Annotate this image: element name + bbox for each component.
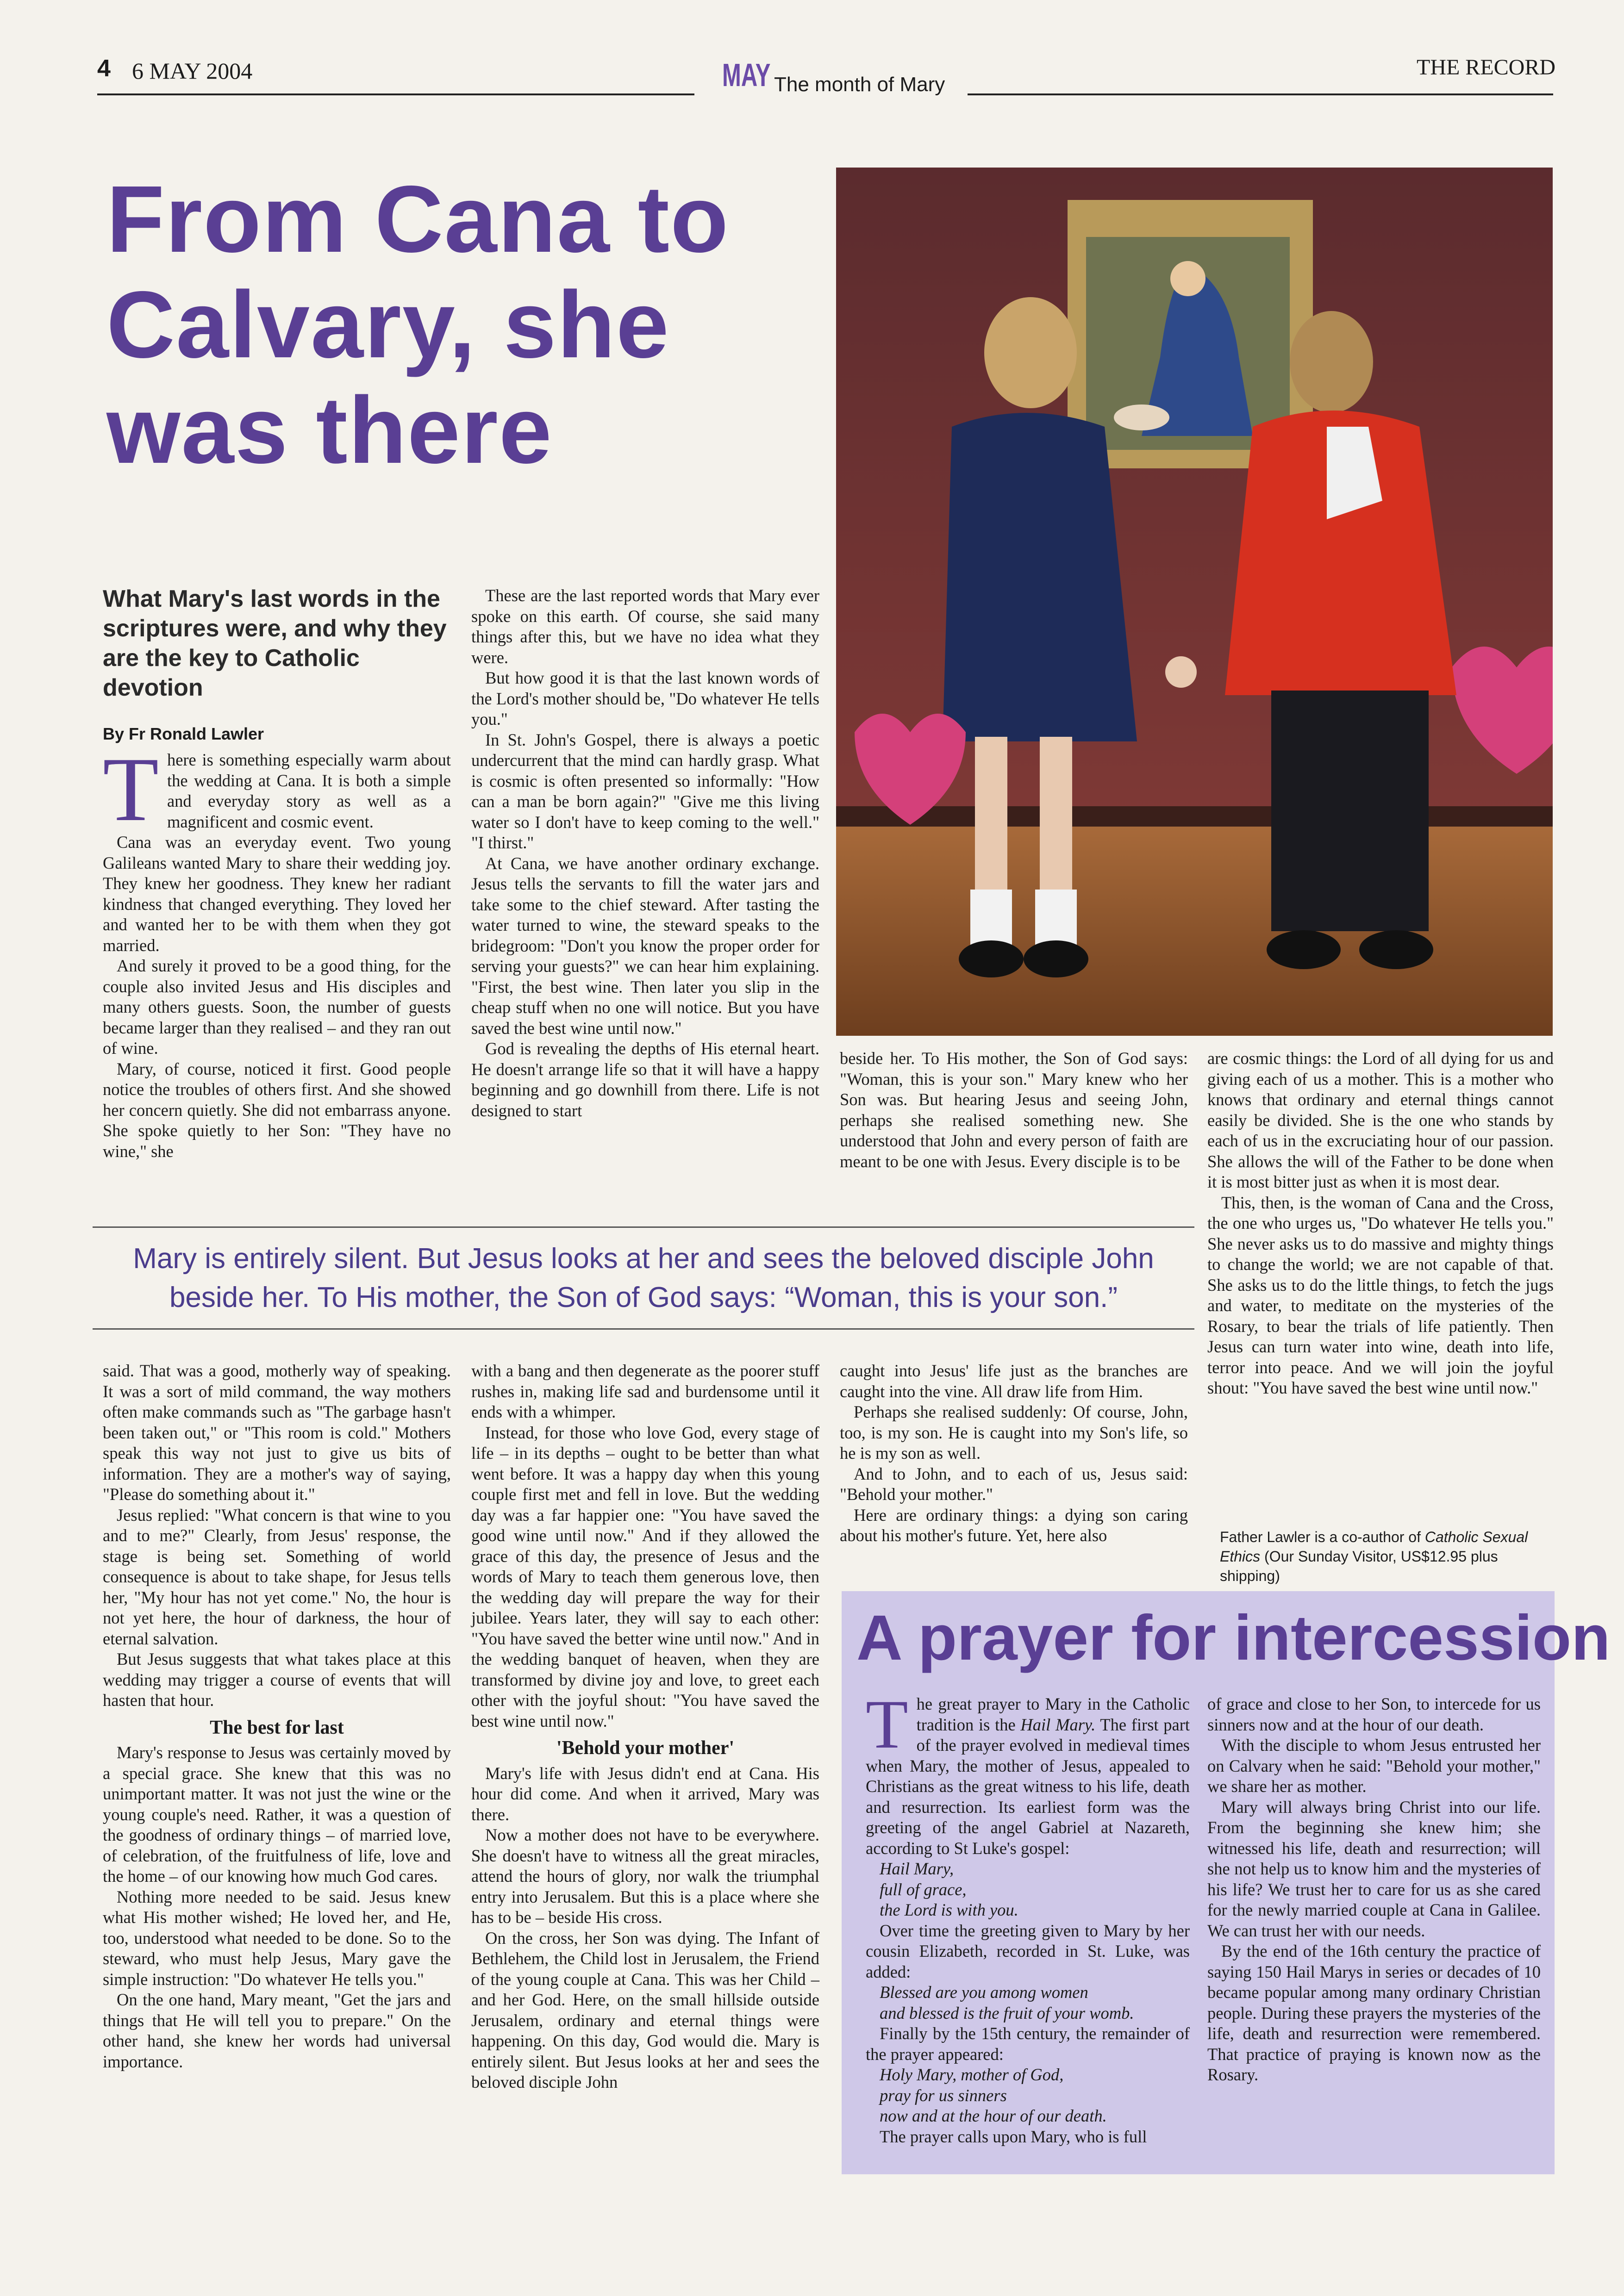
verse-line: the Lord is with you. (880, 1900, 1018, 1919)
section-title: The month of Mary (774, 73, 945, 96)
verse-line: Blessed are you among women (880, 1983, 1088, 2002)
text-run: he great prayer to Mary in the Catholic tradition is the (916, 1694, 1190, 1734)
paragraph: Perhaps she realised suddenly: Of course, John, too, is my son. He is caught into my Son's life, so he is my son as well. (840, 1402, 1188, 1462)
paragraph: At Cana, we have another ordinary exchange. Jesus tells the servants to fill the water jars and take some to the chief steward. After tasting the water turned to wine, the steward speaks to the bridegroom: "Don't you know the proper order for serving your guests?" we can hear him explaining. "First, the best wine. Then later you slip in the cheap stuff when no one will notice. But you have saved the best wine until now." (471, 853, 819, 1038)
prayer-column-2 (1207, 1694, 1541, 2085)
photo-girls-in-gallery (836, 168, 1553, 1036)
paragraph: God is revealing the depths of His eternal heart. He doesn't arrange life so that it will have a happy beginning and go downhill from there. Life is not designed to start (471, 1039, 819, 1120)
section-heading: 'Behold your mother' (556, 1737, 735, 1759)
author-note-book: Catholic Sexual Ethics (1220, 1529, 1528, 1565)
paragraph: here is something especially warm about the wedding at Cana. It is both a simple and everyday story as well as a magnificent and cosmic event. (167, 750, 451, 831)
author-note-prefix: Father Lawler is a co-author of (1220, 1529, 1425, 1545)
paragraph: On the cross, her Son was dying. The Infant of Bethlehem, the Child lost in Jerusalem, the Friend of the young couple at Cana. This was her Child – and her God. Here, on the small hillside outside Jerusalem, ordinary and eternal things were happening. On this day, God would die. Mary is entirely silent. But Jesus looks at her and sees the beloved disciple John (471, 1928, 819, 2091)
paragraph: Mary's response to Jesus was certainly moved by a special grace. She knew that this was no unimportant matter. It was not just the wine or the young couple's need. Rather, it was a question of the goodness of ordinary things – of married love, of celebration, of the fruitfulness of life, love and the home – of our knowing how much God cares. (103, 1743, 451, 1885)
paragraph: Here are ordinary things: a dying son caring about his mother's future. Yet, here also (840, 1505, 1188, 1545)
headline: From Cana to Calvary, she was there (106, 166, 730, 483)
prayer-column-1 (866, 1686, 1190, 2147)
text-run: The first part of the prayer evolved in medieval times when Mary, the mother of Jesus, appealed to Christians as the great witness to his life, death and resurrection. Its earliest form was the greeting of the angel Gabriel at Nazareth, according to St Luke's gospel: (866, 1715, 1190, 1858)
paragraph: with a bang and then degenerate as the poorer stuff rushes in, making life sad and burdensome until it ends with a whimper. (471, 1361, 819, 1421)
article-column-2 (471, 585, 819, 1121)
standfirst: What Mary's last words in the scriptures were, and why they are the key to Catholic devotion (103, 585, 447, 701)
article-column-4 (1207, 1048, 1554, 1399)
paragraph: Mary will always bring Christ into our life. From the beginning she knew him; she witnessed his life, death and resurrection; will she not help us to know him and the mysteries of his life? We trust her to care for us as she cared for the newly married couple at Cana in Galilee. We can trust her with our needs. (1207, 1797, 1541, 1940)
verse-line: Hail Mary, (880, 1859, 954, 1878)
article-column-1 (103, 739, 451, 1162)
paragraph: are cosmic things: the Lord of all dying for us and giving each of us a mother. This is a mother who knows that ordinary and eternal things cannot easily be divided. She is the one who stands by each of us in the excruciating hour of our passion. She allows the will of the Father to be done when it is most bitter just as when it is most dear. (1207, 1049, 1554, 1191)
pullquote-rule-bottom (93, 1328, 1194, 1330)
paragraph: Now a mother does not have to be everywhere. She doesn't have to witness all the great miracles, attend the hours of glory, nor walk the triumphal entry into Jerusalem. But this is a place where she has to be – beside His cross. (471, 1825, 819, 1927)
photo-icon (836, 168, 1553, 1036)
paragraph: Cana was an everyday event. Two young Galileans wanted Mary to share their wedding joy. They knew her goodness. They knew her radiant kindness that changed everything. They loved her and wanted her to be with them when they got married. (103, 833, 451, 955)
paragraph: Instead, for those who love God, every stage of life – in its depths – ought to be better than what went before. It was a happy day when this young couple first met and fell in love. But the wedding day was a far happier one: "You have saved the good wine until now." And if they allowed the grace of this day, the presence of Jesus and the words of Mary to teach them generous love, then the wedding day will prepare the way for their jubilee. Years later, they will say to each other: "You have saved the better wine until now." And in the wedding banquet of heaven, when they are transformed by divine joy and love, to greet each other with the joyful shout: "You have saved the best wine until now." (471, 1423, 819, 1730)
header-rule-right (968, 93, 1553, 95)
verse-line: full of grace, (880, 1879, 967, 1899)
pullquote: Mary is entirely silent. But Jesus looks at her and sees the beloved disciple John beside her. To His mother, the Son of God says: “Woman, this is your son.” (133, 1243, 1154, 1313)
section-heading: The best for last (210, 1717, 344, 1738)
paragraph: But Jesus suggests that what takes place at this wedding may trigger a course of events that will hasten that hour. (103, 1649, 451, 1710)
paragraph: Mary, of course, noticed it first. Good people notice the troubles of others first. And she showed her concern quietly. She did not embarrass anyone. She spoke quietly to her Son: "They have no wine," she (103, 1059, 451, 1161)
paragraph: The prayer calls upon Mary, who is full (880, 2127, 1147, 2146)
paragraph: caught into Jesus' life just as the branches are caught into the vine. All draw life from Him. (840, 1361, 1188, 1401)
header-rule-left (97, 93, 694, 95)
paragraph: Over time the greeting given to Mary by her cousin Elizabeth, recorded in St. Luke, was added: (866, 1921, 1190, 1981)
paragraph: Mary's life with Jesus didn't end at Cana. His hour did come. And when it arrived, Mary was there. (471, 1763, 819, 1824)
prayer-title: A prayer for intercession (856, 1602, 1611, 1674)
issue-date: 6 MAY 2004 (132, 58, 253, 84)
verse-line: and blessed is the fruit of your womb. (880, 2003, 1134, 2022)
pullquote-rule-top (93, 1226, 1194, 1228)
paragraph: In St. John's Gospel, there is always a poetic undercurrent that the mind can hardly grasp. What is cosmic is often presented so informally: "How can a man be born again?" "Give me this living water so I don't have to keep coming to the well." "I thirst." (471, 730, 819, 852)
drop-cap: T (103, 739, 159, 840)
article-column-2-continued (471, 1361, 819, 2093)
article-column-1-continued (103, 1361, 451, 2072)
verse-line: Holy Mary, mother of God, (880, 2065, 1064, 2084)
paragraph: said. That was a good, motherly way of speaking. It was a sort of mild command, the way mothers often make commands such as "The garbage hasn't been taken out," or "This room is cold." Mothers speak this way not just to give us bits of information. They are a mother's way of saying, "Please do something about it." (103, 1361, 451, 1504)
byline: By Fr Ronald Lawler (103, 724, 264, 743)
author-note (1220, 1527, 1553, 1586)
section-logo: MAY (722, 57, 771, 93)
paragraph: Finally by the 15th century, the remainder of the prayer appeared: (866, 2024, 1190, 2064)
verse-line: now and at the hour of our death. (880, 2106, 1107, 2125)
paragraph: With the disciple to whom Jesus entrusted her on Calvary when he said: "Behold your mother," we share her as mother. (1207, 1736, 1541, 1796)
paragraph: These are the last reported words that Mary ever spoke on this earth. Of course, she said many things after this, but we have no idea what they were. (471, 586, 819, 667)
author-note-suffix: (Our Sunday Visitor, US$12.95 plus shipping) (1220, 1548, 1498, 1584)
paragraph: This, then, is the woman of Cana and the Cross, the one who urges us, "Do whatever He tells you." She never asks us to do massive and mighty things to change the world; we are not capable of that. She asks us to do the little things, to fetch the jugs and water, to meditate on the mysteries of the Rosary, to bear the trials of life patiently. Then Jesus can turn water into wine, death into life, terror into peace. And we will join the joyful shout: "You have saved the best wine until now." (1207, 1193, 1554, 1397)
drop-cap: T (866, 1686, 908, 1763)
paragraph: By the end of the 16th century the practice of saying 150 Hail Marys in series or decades of 10 became popular among many ordinary Christian people. During these prayers the mysteries of the life, death and resurrection were remembered. That practice of praying is known now as the Rosary. (1207, 1941, 1541, 2084)
paragraph: Jesus replied: "What concern is that wine to you and to me?" Clearly, from Jesus' response, the stage is being set. Something of world consequence is about to take shape, for Jesus tells her, "My hour has not yet come." No, the hour is not yet here, the hour of darkness, the hour of eternal salvation. (103, 1505, 451, 1648)
paragraph (866, 1686, 1190, 1859)
text-run-italic: Hail Mary. (1020, 1715, 1096, 1734)
verse-line: pray for us sinners (880, 2085, 1007, 2105)
paragraph: Nothing more needed to be said. Jesus knew what His mother wished; He loved her, and He, too, understood what needed to be done. So to the steward, who must help Jesus, Mary gave the simple instruction: "Do whatever He tells you." (103, 1887, 451, 1989)
paragraph: But how good it is that the last known words of the Lord's mother should be, "Do whatever He tells you." (471, 668, 819, 728)
paragraph: of grace and close to her Son, to intercede for us sinners now and at the hour of our death. (1207, 1694, 1541, 1734)
article-column-3 (840, 1048, 1188, 1172)
paragraph: beside her. To His mother, the Son of God says: "Woman, this is your son." Mary knew who her Son was. But hearing Jesus and seeing John, perhaps she realised something new. She understood that John and every person of faith are meant to be one with Jesus. Every disciple is to be (840, 1049, 1188, 1171)
article-column-3-continued (840, 1361, 1188, 1546)
paragraph: On the one hand, Mary meant, "Get the jars and things that He will tell you to prepare." On the other hand, she knew her words had universal importance. (103, 1990, 451, 2071)
paragraph: And to John, and to each of us, Jesus said: "Behold your mother." (840, 1464, 1188, 1504)
paragraph: And surely it proved to be a good thing, for the couple also invited Jesus and His disciples and many others guests. Soon, the number of guests became larger than they realised – and they ran out of wine. (103, 956, 451, 1058)
page-number: 4 (97, 55, 111, 82)
paper-name: THE RECORD (1417, 55, 1555, 80)
